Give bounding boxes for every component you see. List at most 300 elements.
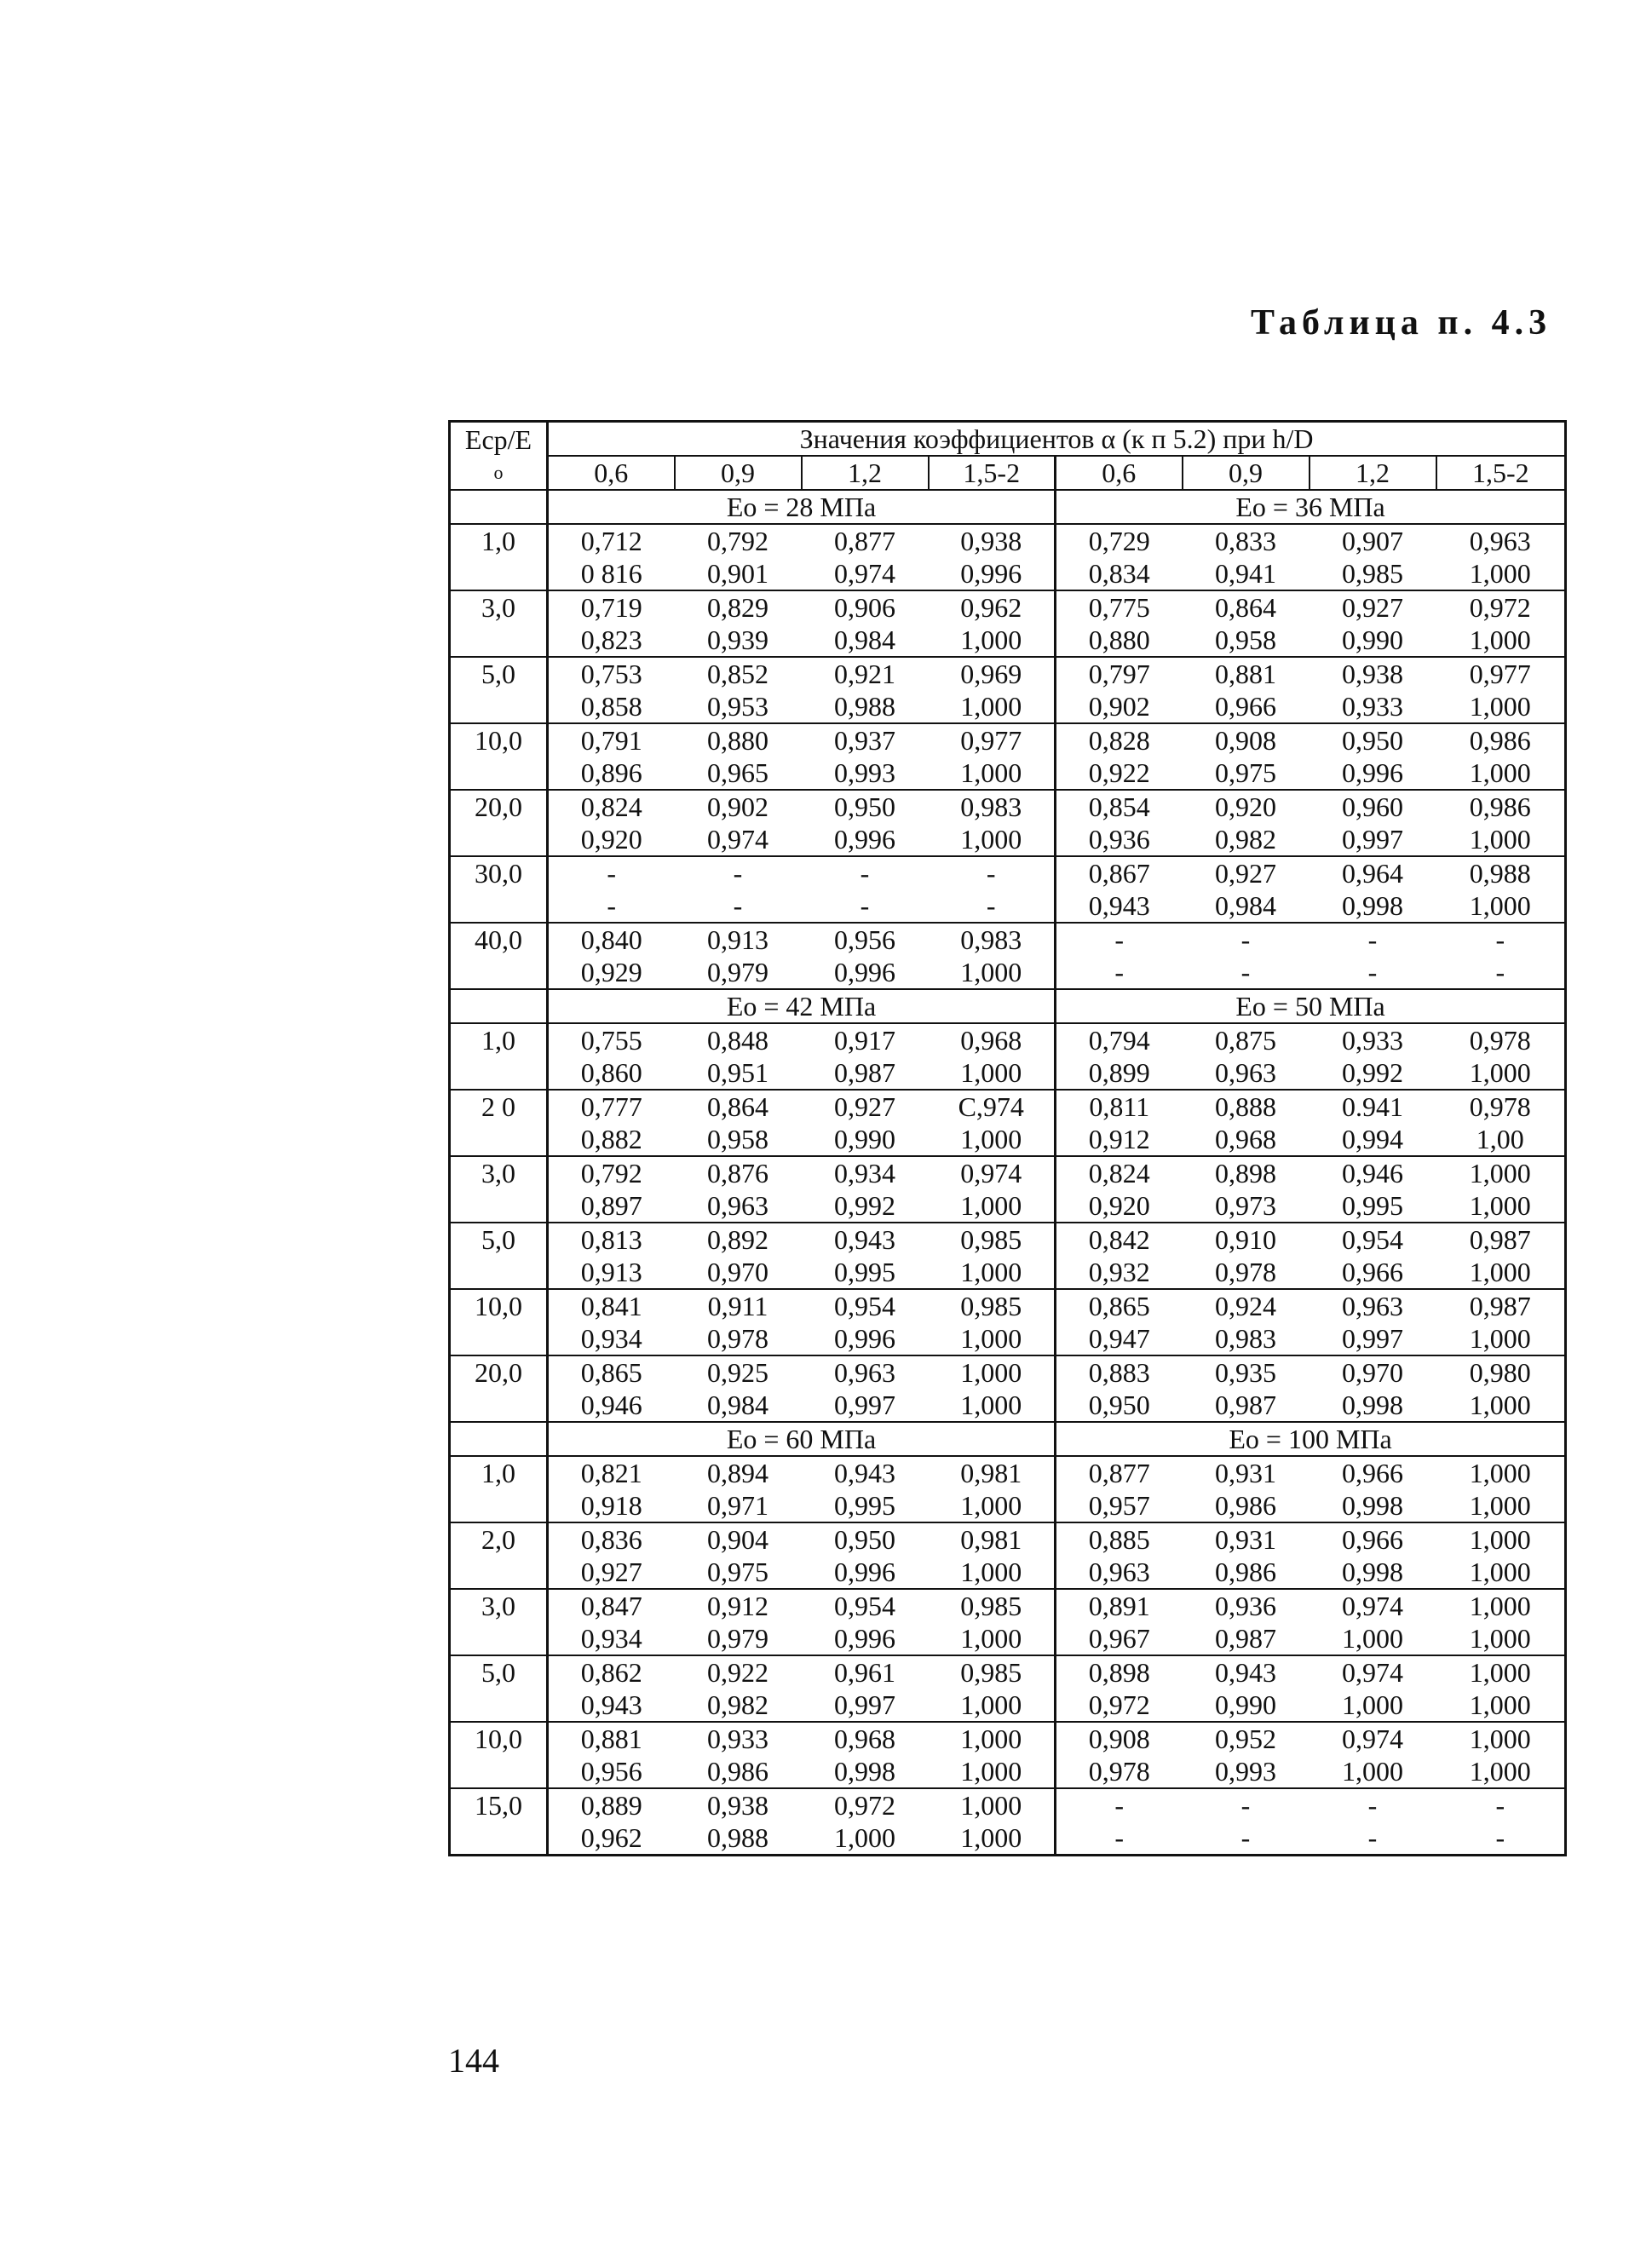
coefficient-cell: 0,921 [802,657,929,690]
coefficient-cell: - [929,856,1056,889]
ratio-cell: 1,0 [450,524,548,590]
coefficient-cell: 0,892 [675,1223,802,1256]
coefficient-cell: 0,712 [548,524,675,557]
coefficient-cell: 0,990 [1183,1689,1310,1722]
coefficient-cell: - [1183,1821,1310,1856]
coefficient-cell: 0,974 [1310,1655,1436,1689]
coefficient-cell: 0,981 [960,1458,1022,1488]
coefficient-cell: 0,978 [1056,1755,1183,1788]
hd-column-header: 0,9 [1183,456,1310,490]
coefficient-cell: 0,794 [1056,1023,1183,1056]
hd-column-header: 1,5-2 [1436,456,1566,490]
coefficient-cell: 0,913 [548,1256,675,1289]
coefficient-cell: 0,993 [1183,1755,1310,1788]
coefficient-cell: 0,985 [929,1223,1056,1256]
coefficient-cell: 0,860 [548,1056,675,1090]
coefficient-cell: 0,938 [1310,657,1436,690]
coefficient-cell: 0,824 [548,790,675,823]
coefficient-cell: 0,974 [675,823,802,856]
coefficient-cell: 0,988 [675,1821,802,1856]
coefficient-cell: 0,987 [802,1056,929,1090]
table-row [450,1689,1566,1722]
modulus-group-row [450,490,1566,524]
coefficient-cell: 0,834 [1056,557,1183,590]
coefficient-cell: 1,000 [1436,1655,1566,1689]
table-row [450,1522,1566,1556]
coefficient-cell: 1,000 [1310,1755,1436,1788]
coefficient-cell: 0,877 [834,526,895,556]
coefficient-cell: 0,986 [1183,1489,1310,1522]
coefficient-cell: 0,958 [675,1123,802,1156]
coefficient-cell: 0,842 [1056,1223,1183,1256]
coefficient-cell: 0,876 [675,1156,802,1189]
coefficient-cell: 0,974 [802,557,929,590]
coefficient-cell: 0,791 [548,723,675,757]
table-row [450,557,1566,590]
coefficient-cell: 1,000 [1436,1189,1566,1223]
coefficient-cell: 0,946 [1310,1156,1436,1189]
coefficient-cell: 0,858 [548,690,675,723]
coefficient-cell: 0,996 [802,823,929,856]
coefficient-cell: 1,000 [1436,1389,1566,1422]
table-row [450,1456,1566,1489]
coefficient-cell: 0,882 [548,1123,675,1156]
coefficient-cell: 1,000 [1436,624,1566,657]
modulus-label-right: Eо = 50 МПа [1056,989,1566,1023]
coefficient-cell: 0,950 [802,790,929,823]
coefficient-cell: 0,969 [929,657,1056,690]
coefficient-cell: 0,931 [1215,1458,1276,1488]
ratio-blank-cell [450,1422,548,1456]
coefficient-cell: 0,833 [1215,526,1276,556]
coefficient-cell: 0,985 [929,1589,1056,1622]
hd-column-header: 0,6 [548,456,675,490]
coefficient-cell: 0,775 [1056,590,1183,624]
coefficient-cell: 0,902 [1056,690,1183,723]
coefficient-cell: 0,797 [1056,657,1183,690]
coefficient-cell: 0,894 [707,1458,768,1488]
table-row [450,823,1566,856]
coefficient-cell: 0,888 [1183,1090,1310,1123]
coefficient-cell: 0,996 [802,1556,929,1589]
ratio-cell: 20,0 [450,1355,548,1422]
coefficient-cell: - [1056,956,1183,989]
coefficient-cell: 0,963 [1310,1289,1436,1322]
coefficient-cell: 1,000 [802,1821,929,1856]
ratio-header-bottom: о [450,456,548,490]
coefficient-cell: 0,865 [1056,1289,1183,1322]
coefficient-cell: 0,987 [1436,1289,1566,1322]
coefficient-cell: 1,000 [929,1056,1056,1090]
coefficient-cell: 1,000 [929,1755,1056,1788]
coefficient-cell: 0,937 [802,723,929,757]
ratio-cell: 3,0 [450,1156,548,1223]
coefficient-cell: 0,920 [548,823,675,856]
coefficient-cell: 0,995 [1310,1189,1436,1223]
coefficient-cell: 1,000 [929,956,1056,989]
coefficient-cell: 1,000 [929,1556,1056,1589]
coefficient-cell: 0,912 [1056,1123,1183,1156]
ratio-cell: 2 0 [450,1090,548,1156]
header-caption-row [450,422,1566,457]
table-row [450,923,1566,956]
coefficient-cell: 0,951 [675,1056,802,1090]
coefficient-cell: - [802,856,929,889]
coefficient-cell: - [1436,956,1566,989]
ratio-cell: 3,0 [450,590,548,657]
coefficient-cell: 0,927 [1310,590,1436,624]
coefficient-cell: 0,821 [548,1456,675,1489]
coefficient-cell: 0,961 [802,1655,929,1689]
coefficient-cell: 0,986 [675,1755,802,1788]
coefficient-cell: 1,000 [929,1489,1056,1522]
coefficient-cell: 0,792 [707,526,768,556]
table-row [450,1289,1566,1322]
coefficient-cell: 0,899 [1056,1056,1183,1090]
coefficient-cell: 0,987 [1183,1389,1310,1422]
coefficient-cell: - [548,889,675,923]
coefficient-cell: 0,957 [1056,1489,1183,1522]
coefficient-cell: 0,997 [1310,823,1436,856]
table-row [450,1722,1566,1755]
ratio-header-top: Eср/E [464,423,532,455]
coefficient-cell: 0,943 [1056,889,1183,923]
coefficient-cell: 0,929 [548,956,675,989]
hd-column-header: 1,2 [802,456,929,490]
hd-column-header: 1,5-2 [929,456,1056,490]
ratio-cell: 2,0 [450,1522,548,1589]
coefficient-cell: 0,927 [802,1090,929,1123]
coefficient-cell: 0,994 [1310,1123,1436,1156]
ratio-cell: 30,0 [450,856,548,923]
coefficient-cell: 0,924 [1183,1289,1310,1322]
coefficient-cell: 0,995 [802,1489,929,1522]
table-row [450,856,1566,889]
table-row [450,1788,1566,1821]
coefficient-cell: 0,987 [1183,1622,1310,1655]
table-row [450,1189,1566,1223]
coefficient-cell: 0,988 [802,690,929,723]
page-number: 144 [448,2041,499,2080]
table-row [450,1123,1566,1156]
coefficient-cell: 0,988 [1436,856,1566,889]
coefficient-cell: 0,922 [1056,757,1183,790]
coefficient-cell: 0,913 [675,923,802,956]
coefficient-cell: 0,971 [675,1489,802,1522]
coefficient-cell: - [1183,923,1310,956]
coefficient-cell: 0,908 [1183,723,1310,757]
coefficient-cell: 1,000 [1469,1458,1531,1488]
coefficient-cell: 0,952 [1183,1722,1310,1755]
coefficient-cell: 0,885 [1056,1522,1183,1556]
coefficient-cell: 1,000 [929,1355,1056,1389]
coefficient-cell: 1,000 [1436,1722,1566,1755]
coefficient-cell: 0,964 [1310,856,1436,889]
coefficient-cell: - [1056,923,1183,956]
coefficient-cell: 0,985 [929,1655,1056,1689]
coefficient-cell: 0,966 [1310,1256,1436,1289]
coefficient-cell: 0,975 [1183,757,1310,790]
coefficient-cell: 0,918 [548,1489,675,1522]
coefficient-cell: 0,880 [1056,624,1183,657]
coefficient-cell: 0,777 [548,1090,675,1123]
coefficient-cell: 0,836 [548,1522,675,1556]
table-row [450,1489,1566,1522]
coefficient-cell: 1,000 [929,690,1056,723]
table-body [450,422,1566,1856]
coefficient-cell: 0,931 [1183,1522,1310,1556]
coefficient-cell: 0,813 [548,1223,675,1256]
coefficient-cell: 0,996 [802,1322,929,1355]
coefficient-cell: 1,000 [929,757,1056,790]
coefficient-cell: 0,867 [1056,856,1183,889]
coefficient-cell: 0,906 [802,590,929,624]
coefficient-cell: 0,979 [675,1622,802,1655]
coefficient-cell: - [1056,1821,1183,1856]
coefficient-cell: 0,962 [548,1821,675,1856]
coefficient-cell: 0,847 [548,1589,675,1622]
coefficient-cell: 1,000 [1436,1522,1566,1556]
modulus-label-left: Eо = 42 МПа [548,989,1056,1023]
coefficient-cell: 0,943 [548,1689,675,1722]
coefficient-cell: 0,979 [675,956,802,989]
coefficient-cell: 0,978 [1436,1090,1566,1123]
coefficient-cell: 0,917 [834,1025,895,1056]
coefficient-cell: 0,755 [548,1023,675,1056]
coefficient-cell: 1,000 [1436,1755,1566,1788]
coefficient-cell: 0,954 [1310,1223,1436,1256]
coefficient-cell: 1,000 [1310,1689,1436,1722]
modulus-label-left: Eо = 60 МПа [548,1422,1056,1456]
table-row [450,1023,1566,1056]
coefficient-cell: 0,986 [1183,1556,1310,1589]
coefficient-cell: 0,943 [1183,1655,1310,1689]
coefficient-cell: 0,972 [1436,590,1566,624]
coefficient-cell: 0,935 [1183,1355,1310,1389]
coefficient-cell: 0,954 [802,1589,929,1622]
coefficient-cell: 0,956 [548,1755,675,1788]
coefficient-cell: 0,981 [929,1522,1056,1556]
coefficient-cell: 0,864 [1183,590,1310,624]
coefficient-cell: 0,829 [675,590,802,624]
coefficient-cell: 0,912 [675,1589,802,1622]
table-row [450,1821,1566,1856]
coefficient-cell: 0,875 [1215,1025,1276,1056]
coefficient-cell: 0,828 [1056,723,1183,757]
coefficient-cell: 0,934 [548,1622,675,1655]
coefficient-cell: 1,000 [1436,889,1566,923]
table-row [450,1556,1566,1589]
coefficient-cell: 0,953 [675,690,802,723]
coefficient-cell: 0,987 [1436,1223,1566,1256]
coefficient-cell: 0,986 [1436,723,1566,757]
coefficient-cell: 0,932 [1056,1256,1183,1289]
coefficient-cell: 0,848 [707,1025,768,1056]
modulus-label-right: Eо = 36 МПа [1056,490,1566,524]
coefficient-cell: 0,985 [929,1289,1056,1322]
coefficient-cell: 0,933 [1342,1025,1403,1056]
ratio-cell: 20,0 [450,790,548,856]
coefficient-cell: 0,877 [1056,1456,1183,1489]
coefficient-cell: 0,934 [802,1156,929,1189]
modulus-group-row [450,1422,1566,1456]
coefficient-cell: 0,841 [548,1289,675,1322]
coefficient-cell: 0,938 [960,526,1022,556]
coefficient-cell: 0,950 [1056,1389,1183,1422]
coefficient-cell: 0,980 [1436,1355,1566,1389]
coefficient-cell: 0,824 [1056,1156,1183,1189]
table-row [450,1589,1566,1622]
coefficient-cell: 0,977 [1436,657,1566,690]
coefficient-cell: 0,978 [675,1322,802,1355]
coefficient-cell: - [675,889,802,923]
coefficient-cell: С,974 [929,1090,1056,1123]
coefficient-cell: 0,910 [1183,1223,1310,1256]
coefficient-cell: 1,000 [929,1256,1056,1289]
table-row [450,1090,1566,1123]
table-row [450,723,1566,757]
table-row [450,1056,1566,1090]
coefficient-cell: 0,972 [1056,1689,1183,1722]
coefficient-cell: 0,963 [675,1189,802,1223]
coefficient-cell: 0,977 [929,723,1056,757]
coefficient-cell: 0,973 [1183,1189,1310,1223]
coefficient-cell: 0,998 [1310,889,1436,923]
coefficient-cell: 0,729 [1056,524,1183,557]
table-row [450,1655,1566,1689]
coefficient-cell: 0,974 [1310,1589,1436,1622]
coefficient-cell: 0,978 [1469,1025,1531,1056]
coefficient-cell: 0,927 [1183,856,1310,889]
coefficient-cell: 0,933 [1310,690,1436,723]
coefficient-cell: 0,904 [675,1522,802,1556]
coefficient-cell: 0,990 [1310,624,1436,657]
coefficient-cell: 0,966 [1183,690,1310,723]
coefficient-cell: 0,968 [802,1722,929,1755]
coefficient-cell: 0,998 [1310,1556,1436,1589]
table-row [450,1322,1566,1355]
coefficient-cell: 0,920 [1183,790,1310,823]
coefficient-cell: 1,000 [929,1189,1056,1223]
hd-column-header: 1,2 [1310,456,1436,490]
table-row [450,1389,1566,1422]
coefficient-cell: 1,000 [1436,1156,1566,1189]
coefficient-table [448,420,1567,1856]
coefficient-cell: 0,933 [675,1722,802,1755]
coefficient-cell: 0,996 [929,557,1056,590]
coefficient-cell: - [548,856,675,889]
coefficient-cell: 0,898 [1056,1655,1183,1689]
coefficient-cell: 1,000 [929,1389,1056,1422]
coefficient-cell: 1,000 [1436,757,1566,790]
table-caption: Значения коэффициентов α (к п 5.2) при h/D [548,422,1566,457]
coefficient-cell: 0,965 [675,757,802,790]
table-row [450,1355,1566,1389]
ratio-cell: 10,0 [450,1289,548,1355]
coefficient-cell: 0,974 [1310,1722,1436,1755]
coefficient-cell: - [1436,1788,1566,1821]
coefficient-cell: 0,902 [675,790,802,823]
coefficient-cell: 0,963 [802,1355,929,1389]
coefficient-cell: 1,000 [1436,1056,1566,1090]
coefficient-cell: 1,000 [929,1689,1056,1722]
coefficient-cell: 0,997 [802,1689,929,1722]
table-row [450,690,1566,723]
coefficient-cell: 0,986 [1436,790,1566,823]
coefficient-cell: 0,963 [1469,526,1531,556]
coefficient-cell: 0,947 [1056,1322,1183,1355]
coefficient-cell: 1,000 [1436,823,1566,856]
coefficient-cell: 1,000 [1436,1322,1566,1355]
table-row [450,524,1566,557]
table-row [450,1156,1566,1189]
modulus-label-right: Eо = 100 МПа [1056,1422,1566,1456]
coefficient-cell: 0,996 [802,956,929,989]
coefficient-cell: 0,936 [1183,1589,1310,1622]
modulus-label-left: Eо = 28 МПа [548,490,1056,524]
coefficient-cell: 1,000 [929,1788,1056,1821]
coefficient-cell: 0,934 [548,1322,675,1355]
coefficient-cell: 0,898 [1183,1156,1310,1189]
ratio-cell: 10,0 [450,723,548,790]
ratio-blank-cell [450,490,548,524]
coefficient-cell: 0,958 [1183,624,1310,657]
coefficient-cell: 0,896 [548,757,675,790]
coefficient-cell: 1,000 [929,1123,1056,1156]
coefficient-cell: 1,000 [1436,557,1566,590]
ratio-cell: 1,0 [450,1023,548,1090]
coefficient-cell: - [1310,1788,1436,1821]
coefficient-cell: 0,996 [1310,757,1436,790]
table-row [450,1223,1566,1256]
coefficient-cell: 0,995 [802,1256,929,1289]
coefficient-cell: 1,000 [1436,1689,1566,1722]
coefficient-cell: 1,000 [929,624,1056,657]
coefficient-cell: 0 816 [548,557,675,590]
coefficient-cell: 1,000 [1436,1489,1566,1522]
coefficient-cell: - [1310,1821,1436,1856]
ratio-cell: 5,0 [450,1223,548,1289]
table-row [450,757,1566,790]
coefficient-cell: 0.941 [1310,1090,1436,1123]
coefficient-cell: 0,970 [675,1256,802,1289]
coefficient-cell: 0,993 [802,757,929,790]
ratio-cell: 15,0 [450,1788,548,1856]
coefficient-cell: 0,880 [675,723,802,757]
table-title: Таблица п. 4.3 [1251,303,1552,342]
table-row [450,590,1566,624]
coefficient-cell: 0,901 [675,557,802,590]
coefficient-cell: 0,852 [675,657,802,690]
coefficient-cell: 0,967 [1056,1622,1183,1655]
coefficient-cell: 0,997 [1310,1322,1436,1355]
coefficient-cell: 0,997 [802,1389,929,1422]
coefficient-cell: 1,000 [1436,1556,1566,1589]
coefficient-cell: 0,946 [548,1389,675,1422]
coefficient-cell: 0,983 [1183,1322,1310,1355]
coefficient-cell: 0,881 [548,1722,675,1755]
coefficient-cell: 0,911 [675,1289,802,1322]
coefficient-cell: - [1436,1821,1566,1856]
coefficient-cell: 0,907 [1342,526,1403,556]
coefficient-cell: 0,975 [675,1556,802,1589]
coefficient-cell: 0,936 [1056,823,1183,856]
coefficient-cell: - [1310,923,1436,956]
coefficient-cell: 0,968 [960,1025,1022,1056]
ratio-cell: 3,0 [450,1589,548,1655]
coefficient-cell: 0,982 [675,1689,802,1722]
ratio-blank-cell [450,989,548,1023]
